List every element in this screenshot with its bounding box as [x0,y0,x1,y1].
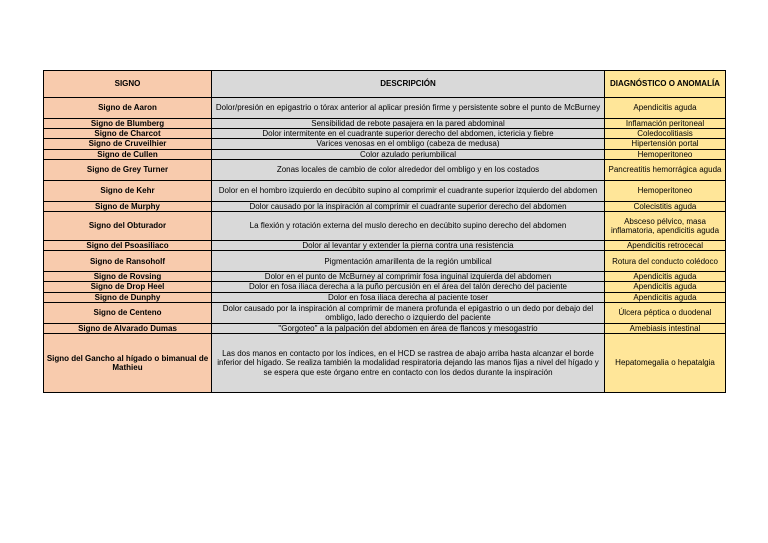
cell-signo: Signo de Grey Turner [44,159,212,180]
cell-signo: Signo del Obturador [44,212,212,241]
cell-signo: Signo de Rovsing [44,272,212,282]
cell-diagnostico: Rotura del conducto colédoco [605,251,726,272]
table-row [44,149,726,159]
cell-diagnostico: Inflamación peritoneal [605,119,726,129]
table-header-row [44,71,726,98]
cell-signo: Signo de Cruveilhier [44,139,212,149]
cell-diagnostico: Apendicitis aguda [605,98,726,119]
cell-descripcion: Color azulado periumbilical [212,149,605,159]
cell-descripcion: Sensibilidad de rebote pasajera en la pared abdominal [212,119,605,129]
cell-signo: Signo del Gancho al hígado o bimanual de Mathieu [44,334,212,393]
cell-signo: Signo de Ransoholf [44,251,212,272]
table-row [44,180,726,201]
cell-diagnostico: Hemoperitoneo [605,180,726,201]
cell-descripcion: Dolor en fosa iliaca derecha al paciente toser [212,292,605,302]
cell-diagnostico: Pancreatitis hemorrágica aguda [605,159,726,180]
table-row [44,159,726,180]
table-row [44,129,726,139]
cell-descripcion: Dolor en el punto de McBurney al comprimir fosa inguinal izquierda del abdomen [212,272,605,282]
cell-diagnostico: Hemoperitoneo [605,149,726,159]
cell-descripcion: Zonas locales de cambio de color alrededor del ombligo y en los costados [212,159,605,180]
cell-signo: Signo de Aaron [44,98,212,119]
cell-diagnostico: Colecistitis aguda [605,201,726,211]
table-row [44,292,726,302]
cell-diagnostico: Absceso pélvico, masa inflamatoria, apendicitis aguda [605,212,726,241]
cell-descripcion: Dolor en fosa iliaca derecha a la puño percusión en el área del talón derecho del paciente [212,282,605,292]
cell-signo: Signo del Psoasiliaco [44,241,212,251]
cell-diagnostico: Coledocolitiasis [605,129,726,139]
cell-diagnostico: Apendicitis aguda [605,292,726,302]
cell-signo: Signo de Kehr [44,180,212,201]
cell-diagnostico: Apendicitis aguda [605,282,726,292]
table-row [44,334,726,393]
cell-signo: Signo de Alvarado Dumas [44,323,212,333]
table-row [44,272,726,282]
table-row [44,212,726,241]
cell-descripcion: Varices venosas en el ombligo (cabeza de medusa) [212,139,605,149]
cell-diagnostico: Apendicitis aguda [605,272,726,282]
cell-descripcion: Pigmentación amarillenta de la región umbilical [212,251,605,272]
cell-descripcion: Dolor en el hombro izquierdo en decúbito supino al comprimir el cuadrante superior izquierdo del abdomen [212,180,605,201]
table-row [44,251,726,272]
cell-diagnostico: Apendicitis retrocecal [605,241,726,251]
cell-signo: Signo de Centeno [44,302,212,323]
cell-descripcion: Dolor causado por la inspiración al comprimir de manera profunda el epigastrio o un dedo por debajo del ombligo, lado derecho o izquierdo del paciente [212,302,605,323]
cell-descripcion: Las dos manos en contacto por los índices, en el HCD se rastrea de abajo arriba hasta alcanzar el borde inferior del hígado. Se realiza también la modalidad respiratoria dejando las manos fijas a nivel del hígado y se espera que este órgano entre en contacto con los dedos durante la inspiración [212,334,605,393]
header-diagnostico: DIAGNÓSTICO O ANOMALÍA [605,71,726,98]
cell-diagnostico: Hepatomegalia o hepatalgia [605,334,726,393]
cell-diagnostico: Hipertensión portal [605,139,726,149]
cell-signo: Signo de Drop Heel [44,282,212,292]
signs-table [43,70,726,393]
cell-signo: Signo de Dunphy [44,292,212,302]
table-row [44,201,726,211]
table-row [44,323,726,333]
cell-descripcion: La flexión y rotación externa del muslo derecho en decúbito supino derecho del abdomen [212,212,605,241]
cell-signo: Signo de Cullen [44,149,212,159]
cell-descripcion: Dolor causado por la inspiración al comprimir el cuadrante superior derecho del abdomen [212,201,605,211]
cell-descripcion: Dolor intermitente en el cuadrante superior derecho del abdomen, ictericia y fiebre [212,129,605,139]
table-row [44,282,726,292]
cell-diagnostico: Amebiasis intestinal [605,323,726,333]
table-row [44,302,726,323]
header-signo: SIGNO [44,71,212,98]
table-row [44,98,726,119]
header-descripcion: DESCRIPCIÓN [212,71,605,98]
cell-signo: Signo de Charcot [44,129,212,139]
cell-signo: Signo de Blumberg [44,119,212,129]
cell-descripcion: Dolor/presión en epigastrio o tórax anterior al aplicar presión firme y persistente sobre el punto de McBurney [212,98,605,119]
cell-descripcion: Dolor al levantar y extender la pierna contra una resistencia [212,241,605,251]
cell-signo: Signo de Murphy [44,201,212,211]
table-row [44,139,726,149]
cell-diagnostico: Úlcera péptica o duodenal [605,302,726,323]
table-row [44,119,726,129]
table-row [44,241,726,251]
cell-descripcion: "Gorgoteo" a la palpación del abdomen en área de flancos y mesogastrio [212,323,605,333]
